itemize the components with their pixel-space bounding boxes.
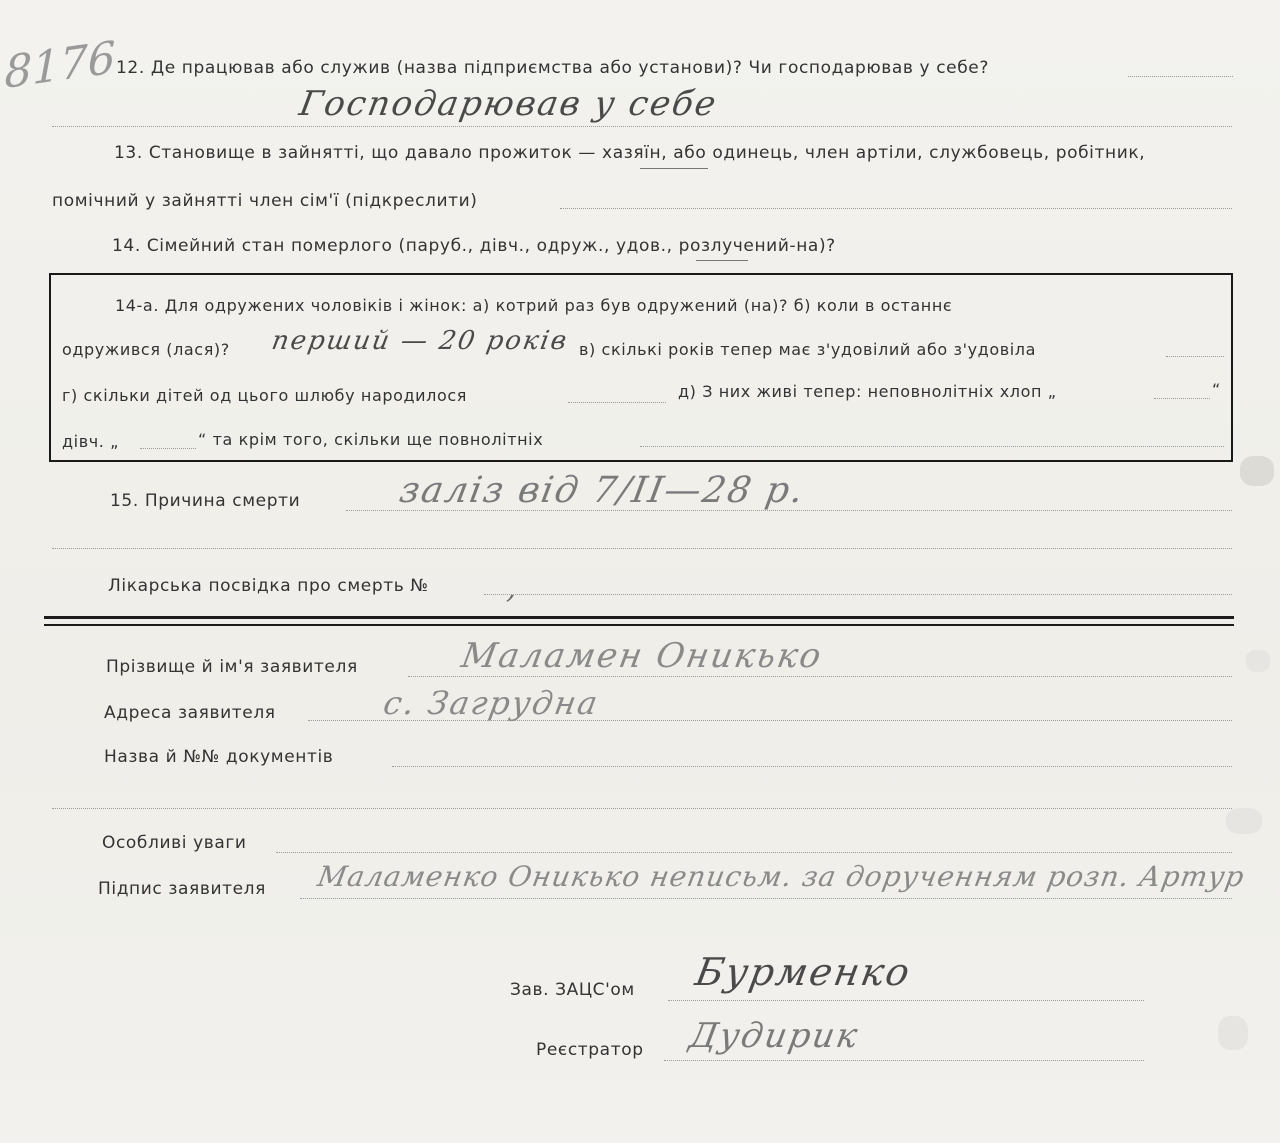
applicant-address-line bbox=[308, 720, 1232, 721]
applicant-address-value: с. Загрудна bbox=[380, 684, 603, 722]
applicant-signature-value: Маламенко Оникько неписьм. за дорученням розп. Артур bbox=[315, 860, 1248, 893]
q14a-line2-suffix: в) скількі років тепер має з'удовілий або з'удовіла bbox=[579, 340, 1037, 359]
section-rule-bottom bbox=[44, 624, 1234, 626]
applicant-name-line bbox=[408, 676, 1232, 677]
registrar-signature: Дудирик bbox=[686, 1016, 863, 1056]
applicant-signature-label: Підпис заявителя bbox=[98, 879, 266, 899]
q14a-line2-prefix: одружився (лася)? bbox=[62, 340, 230, 359]
applicant-name-label: Прізвище й ім'я заявителя bbox=[106, 657, 358, 677]
registrar-signature-line bbox=[664, 1060, 1144, 1061]
applicant-docs-label: Назва й №№ документів bbox=[104, 747, 334, 767]
q12-answer: Господарював у себе bbox=[296, 84, 721, 124]
q14a-line4-fill-a bbox=[140, 448, 196, 449]
q12-fill-line bbox=[1128, 76, 1233, 77]
q14a-line3-prefix: г) скільки дітей од цього шлюбу народилося bbox=[62, 386, 467, 405]
registrar-label: Реєстратор bbox=[536, 1040, 644, 1060]
q15-label: 15. Причина смерти bbox=[110, 491, 301, 511]
head-label: Зав. ЗАЦС'ом bbox=[510, 980, 635, 1000]
applicant-docs-line-2 bbox=[52, 808, 1232, 809]
section-rule-top bbox=[44, 616, 1234, 619]
q14a-line3-suffix: д) З них живі тепер: неповнолітніх хлоп „ bbox=[678, 382, 1057, 401]
paper-damage-speck bbox=[1240, 456, 1274, 486]
q13-line1: 13. Становище в зайнятті, що давало прожиток — хазяїн, або одинець, член артіли, службовець, робітник, bbox=[114, 143, 1146, 163]
q14a-line2-answer: перший — 20 років bbox=[269, 326, 571, 356]
medical-label: Лікарська посвідка про смерть № bbox=[108, 576, 429, 596]
paper-damage-speck bbox=[1218, 1016, 1248, 1050]
medical-fill-line bbox=[484, 594, 1232, 595]
head-signature: Бурменко bbox=[692, 950, 915, 994]
q15-answer: заліз від 7/ІІ—28 р. bbox=[396, 470, 809, 511]
q14a-line3-fill-b bbox=[1154, 398, 1210, 399]
q14a-line4-fill-b bbox=[640, 446, 1224, 447]
head-signature-line bbox=[668, 1000, 1144, 1001]
q14a-line3-fill-a bbox=[568, 402, 666, 403]
paper-damage-speck bbox=[1246, 650, 1270, 672]
applicant-address-label: Адреса заявителя bbox=[104, 703, 276, 723]
q14-label: 14. Сімейний стан померлого (паруб., дівч., одруж., удов., розлучений-на)? bbox=[112, 236, 836, 256]
margin-note: 8176 bbox=[4, 31, 116, 100]
applicant-signature-line bbox=[300, 898, 1232, 899]
q13-underline-hazyain bbox=[640, 168, 708, 169]
q14a-line3-quote: “ bbox=[1212, 380, 1221, 399]
paper-damage-speck bbox=[1226, 808, 1262, 834]
q14a-line2-fill bbox=[1166, 356, 1224, 357]
medical-answer: , bbox=[505, 572, 522, 605]
q13-line2: помічний у зайнятті член сім'ї (підкреслити) bbox=[52, 191, 478, 211]
q13-fill-line bbox=[560, 208, 1232, 209]
applicant-docs-line bbox=[392, 766, 1232, 767]
q14a-line1: 14-а. Для одружених чоловіків і жінок: а) котрий раз був одружений (на)? б) коли в останнє bbox=[115, 296, 953, 315]
applicant-notes-label: Особливі уваги bbox=[102, 833, 247, 853]
applicant-notes-line bbox=[276, 852, 1232, 853]
q12-label: 12. Де працював або служив (назва підприємства або установи)? Чи господарював у себе? bbox=[116, 58, 989, 78]
q14a-line4-prefix: дівч. „ bbox=[62, 432, 120, 451]
q12-answer-line bbox=[52, 126, 1232, 127]
applicant-name-value: Маламен Оникько bbox=[458, 636, 826, 676]
q14a-line4-mid: “ та крім того, скільки ще повнолітніх bbox=[198, 430, 544, 449]
q15-fill-line bbox=[346, 510, 1232, 511]
q14-underline-udov bbox=[696, 260, 748, 261]
q15-fill-line-2 bbox=[52, 548, 1232, 549]
